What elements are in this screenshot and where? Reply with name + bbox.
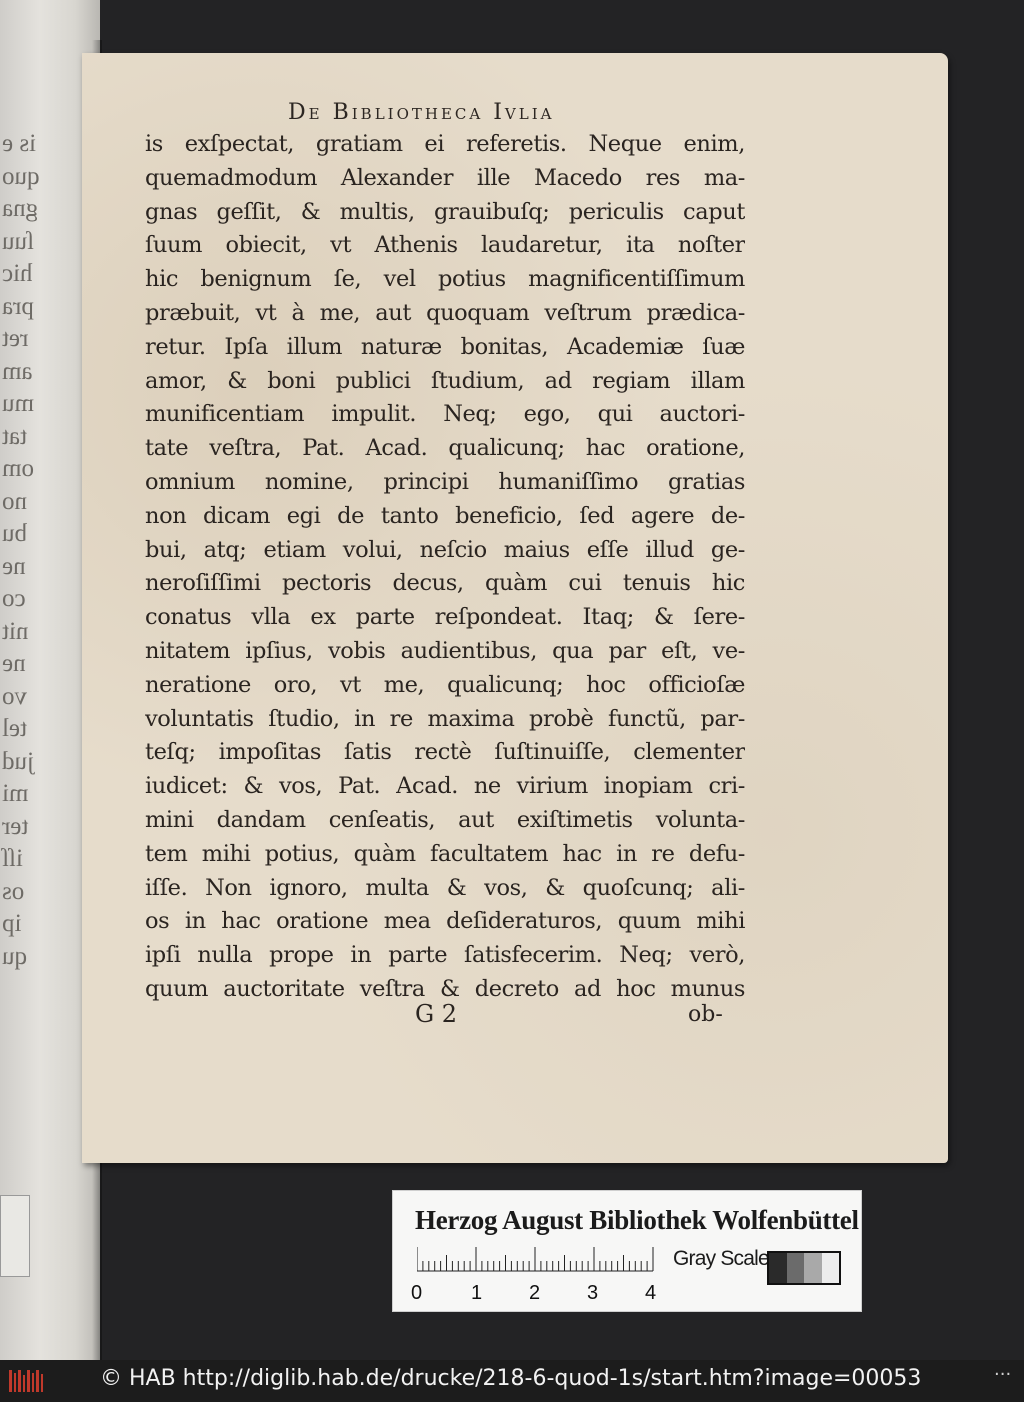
facing-page-fragment: bu [2, 520, 27, 547]
text-line: præbuit, vt à me, aut quoquam veſtrum prædica- [145, 299, 745, 326]
ruler-number: 3 [587, 1282, 599, 1304]
text-line: hic benignum ſe, vel potius magnificentiſſimum [145, 266, 745, 293]
text-line: tate veſtra, Pat. Acad. qualicunq; hac oratione, [145, 435, 745, 462]
ruler-number: 1 [471, 1282, 483, 1304]
ruler-number: 0 [411, 1282, 423, 1304]
text-line: mini dandam cenſeatis, aut exiſtimetis volunta- [145, 806, 745, 833]
hab-barcode-logo-icon [8, 1368, 48, 1394]
gray-swatch [822, 1253, 840, 1283]
facing-page-fragment: jud [2, 747, 34, 775]
facing-page-fragment: hic [2, 260, 33, 287]
text-line: bui, atq; etiam volui, neſcio maius eſſe illud ge- [145, 536, 745, 563]
text-line: iſſe. Non ignoro, multa & vos, & quoſcunq; ali- [145, 874, 745, 901]
facing-page-fragment: ret [2, 325, 29, 352]
text-line: voluntatis ſtudio, in re maxima probè functũ, par- [145, 705, 745, 732]
facing-page-fragment: quo [2, 162, 40, 190]
text-line: nitatem ipſius, vobis audientibus, qua par eſt, ve- [145, 637, 745, 664]
running-head: De Bibliotheca Ivlia [288, 100, 555, 125]
facing-page-fragment: mu [2, 390, 34, 417]
gray-scale-swatches [767, 1251, 841, 1285]
text-line: iudicet: & vos, Pat. Acad. ne virium inopiam cri- [145, 773, 745, 800]
copyright-url-text[interactable]: © HAB http://diglib.hab.de/drucke/218-6-quod-1s/start.htm?image=00053 [100, 1366, 922, 1391]
text-line: teſq; impoſitas ſatis rectè ſuſtinuiſſe, clementer [145, 739, 745, 766]
text-line: gnas geſſit, & multis, grauibuſq; periculis caput [145, 198, 745, 225]
body-text [145, 128, 745, 1007]
facing-page-fragment: ter [2, 812, 29, 840]
facing-page-fragment: nit [2, 617, 29, 645]
facing-page-fragment: ip [2, 910, 22, 937]
facing-page-fragment: iſſ [2, 845, 23, 872]
facing-page-fragment: tel [2, 715, 27, 742]
ruler-number: 2 [529, 1282, 541, 1304]
text-line: os in hac oratione mea deſideraturos, quum mihi [145, 908, 745, 935]
facing-page-fragment: is e [2, 130, 37, 157]
facing-page-fragment: tat [2, 422, 27, 450]
text-line: munificentiam impulit. Neq; ego, qui auctori- [145, 401, 745, 428]
text-line: neroſiſſimi pectoris decus, quàm cui tenuis hic [145, 570, 745, 597]
ruler-numbers [411, 1282, 671, 1308]
gray-scale-label: Gray Scale [673, 1247, 769, 1270]
more-options-icon[interactable]: ··· [994, 1364, 1012, 1385]
text-line: amor, & boni publici ſtudium, ad regiam illam [145, 367, 745, 394]
facing-page-fragment: ne [2, 650, 26, 677]
facing-page-fragment: no [2, 487, 27, 515]
text-line: retur. Ipſa illum naturæ bonitas, Academiæ ſuæ [145, 333, 745, 360]
facing-page-fragment: co [2, 585, 26, 612]
facing-page-fragment: om [2, 455, 34, 482]
facing-page-fragment: gna [2, 195, 39, 222]
text-line: is exſpectat, gratiam ei referetis. Neque enim, [145, 131, 745, 157]
facing-page-fragment: qu [2, 942, 27, 970]
gray-swatch [804, 1253, 822, 1283]
library-name: Herzog August Bibliothek Wolfenbüttel [415, 1205, 859, 1235]
facing-page-fragment: am [2, 357, 33, 385]
facing-page-label-tab [0, 1195, 30, 1277]
text-line: conatus vlla ex parte reſpondeat. Itaq; & ſere- [145, 604, 745, 631]
facing-page-fragment: pra [2, 292, 34, 320]
facing-page-fragment: mi [2, 780, 29, 807]
ruler-scale [417, 1247, 657, 1273]
facing-page-fragment: os [2, 877, 25, 905]
text-line: omnium nomine, principi humaniſſimo gratias [145, 468, 745, 495]
text-line: quemadmodum Alexander ille Macedo res ma- [145, 164, 745, 191]
text-line: ſuum obiecit, vt Athenis laudaretur, ita noſter [145, 232, 745, 259]
facing-page-fragment: vo [2, 682, 27, 710]
catchword: ob- [688, 1002, 723, 1027]
gray-swatch [787, 1253, 805, 1283]
signature-mark: G 2 [415, 1000, 458, 1028]
text-line: non dicam egi de tanto beneficio, ſed agere de- [145, 502, 745, 529]
text-line: tem mihi potius, quàm facultatem hac in re defu- [145, 840, 745, 867]
gray-swatch [769, 1253, 787, 1283]
text-line: ipſi nulla prope in parte ſatisfecerim. Neq; verò, [145, 942, 745, 969]
footer-bar [0, 1360, 1024, 1402]
text-line: neratione oro, vt me, qualicunq; hoc officioſæ [145, 671, 745, 698]
ruler-number: 4 [645, 1282, 657, 1304]
color-scale-card [392, 1190, 862, 1312]
facing-page-fragment: ne [2, 552, 26, 580]
facing-page-fragment: ſuu [2, 227, 34, 255]
text-line: quum auctoritate veſtra & decreto ad hoc munus [145, 975, 745, 1002]
